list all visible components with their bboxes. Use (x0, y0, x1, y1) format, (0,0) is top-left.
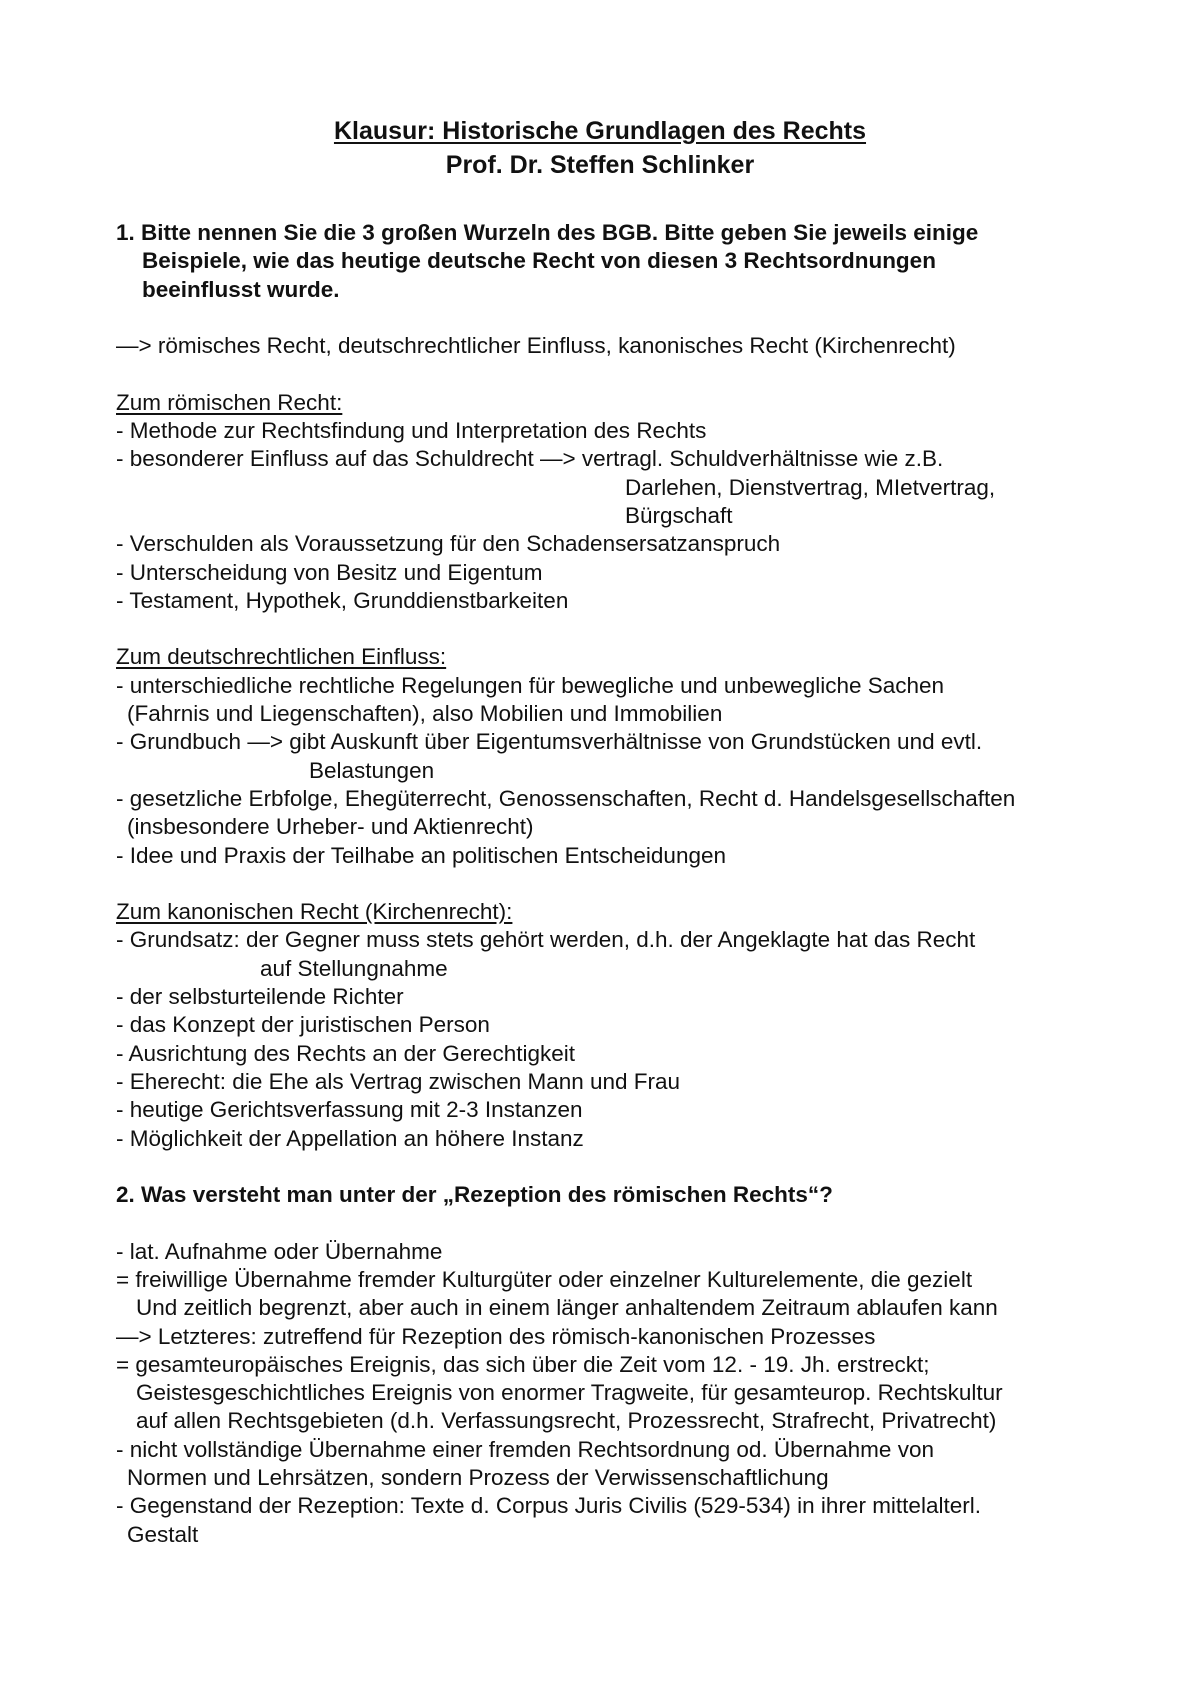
text-line-continued: Darlehen, Dienstvertrag, MIetvertrag, (625, 474, 996, 500)
section-heading: Zum deutschrechtlichen Einfluss: (116, 644, 447, 670)
text-line-continued: Geistesgeschichtliches Ereignis von enormer Tragweite, für gesamteurop. Rechtskultur (136, 1380, 1003, 1406)
section-heading: Zum kanonischen Recht (Kirchenrecht): (116, 899, 513, 925)
text-line: - Idee und Praxis der Teilhabe an politischen Entscheidungen (116, 842, 726, 868)
text-line: - unterschiedliche rechtliche Regelungen für bewegliche und unbewegliche Sachen (116, 672, 945, 698)
text-line-continued: (Fahrnis und Liegenschaften), also Mobilien und Immobilien (127, 701, 723, 727)
text-line: —> römisches Recht, deutschrechtlicher Einfluss, kanonisches Recht (Kirchenrecht) (116, 333, 956, 359)
document-subtitle: Prof. Dr. Steffen Schlinker (445, 151, 755, 179)
text-line: = freiwillige Übernahme fremder Kulturgüter oder einzelner Kulturelemente, die gezielt (116, 1266, 973, 1292)
text-line-continued: Belastungen (309, 757, 435, 783)
text-line: - Ausrichtung des Rechts an der Gerechtigkeit (116, 1040, 575, 1066)
text-line: - Testament, Hypothek, Grunddienstbarkeiten (116, 587, 569, 613)
question-heading: 1. Bitte nennen Sie die 3 großen Wurzeln des BGB. Bitte geben Sie jeweils einige (116, 220, 979, 245)
document-body (116, 219, 1176, 1549)
question-heading: 2. Was versteht man unter der „Rezeption des römischen Rechts“? (116, 1182, 833, 1208)
section-heading: Zum römischen Recht: (116, 389, 343, 415)
text-line: - Grundsatz: der Gegner muss stets gehört werden, d.h. der Angeklagte hat das Recht (116, 927, 976, 953)
text-line: - das Konzept der juristischen Person (116, 1012, 490, 1038)
text-line: —> Letzteres: zutreffend für Rezeption des römisch-kanonischen Prozesses (116, 1323, 876, 1349)
question-heading-continued: Beispiele, wie das heutige deutsche Recht von diesen 3 Rechtsordnungen (142, 248, 936, 274)
text-line: - Grundbuch —> gibt Auskunft über Eigentumsverhältnisse von Grundstücken und evtl. (116, 729, 983, 755)
text-line: - gesetzliche Erbfolge, Ehegüterrecht, Genossenschaften, Recht d. Handelsgesellschaften (116, 785, 1016, 811)
blank-line (116, 1153, 1176, 1181)
text-line-continued: auf allen Rechtsgebieten (d.h. Verfassungsrecht, Prozessrecht, Strafrecht, Privatrecht) (136, 1408, 997, 1434)
blank-line (116, 615, 1176, 643)
text-line-continued: Normen und Lehrsätzen, sondern Prozess der Verwissenschaftlichung (127, 1465, 829, 1491)
text-line-continued: Bürgschaft (625, 502, 733, 528)
text-line-continued: (insbesondere Urheber- und Aktienrecht) (127, 814, 534, 840)
text-line: - lat. Aufnahme oder Übernahme (116, 1238, 443, 1264)
blank-line (116, 870, 1176, 898)
blank-line (116, 304, 1176, 332)
text-line-continued: auf Stellungnahme (260, 955, 448, 981)
text-line: - Eherecht: die Ehe als Vertrag zwischen Mann und Frau (116, 1068, 681, 1094)
text-line: - Methode zur Rechtsfindung und Interpretation des Rechts (116, 418, 707, 444)
blank-line (116, 360, 1176, 388)
document-title: Klausur: Historische Grundlagen des Rechts (333, 117, 867, 145)
blank-line (116, 1209, 1176, 1237)
text-line: - Unterscheidung von Besitz und Eigentum (116, 559, 543, 585)
text-line: = gesamteuropäisches Ereignis, das sich über die Zeit vom 12. - 19. Jh. erstreckt; (116, 1351, 930, 1377)
text-line: - Verschulden als Voraussetzung für den Schadensersatzanspruch (116, 531, 781, 557)
text-line: - heutige Gerichtsverfassung mit 2-3 Instanzen (116, 1097, 583, 1123)
text-line: - nicht vollständige Übernahme einer fremden Rechtsordnung od. Übernahme von (116, 1436, 934, 1462)
text-line: - Gegenstand der Rezeption: Texte d. Corpus Juris Civilis (529-534) in ihrer mittelalterl. (116, 1493, 981, 1519)
text-line: - Möglichkeit der Appellation an höhere Instanz (116, 1125, 584, 1151)
question-heading-continued: beeinflusst wurde. (142, 276, 340, 302)
text-line: - der selbsturteilende Richter (116, 984, 404, 1010)
text-line: - besonderer Einfluss auf das Schuldrecht —> vertragl. Schuldverhältnisse wie z.B. (116, 446, 944, 472)
text-line-continued: Gestalt (127, 1521, 199, 1547)
text-line-continued: Und zeitlich begrenzt, aber auch in einem länger anhaltendem Zeitraum ablaufen kann (136, 1295, 998, 1321)
